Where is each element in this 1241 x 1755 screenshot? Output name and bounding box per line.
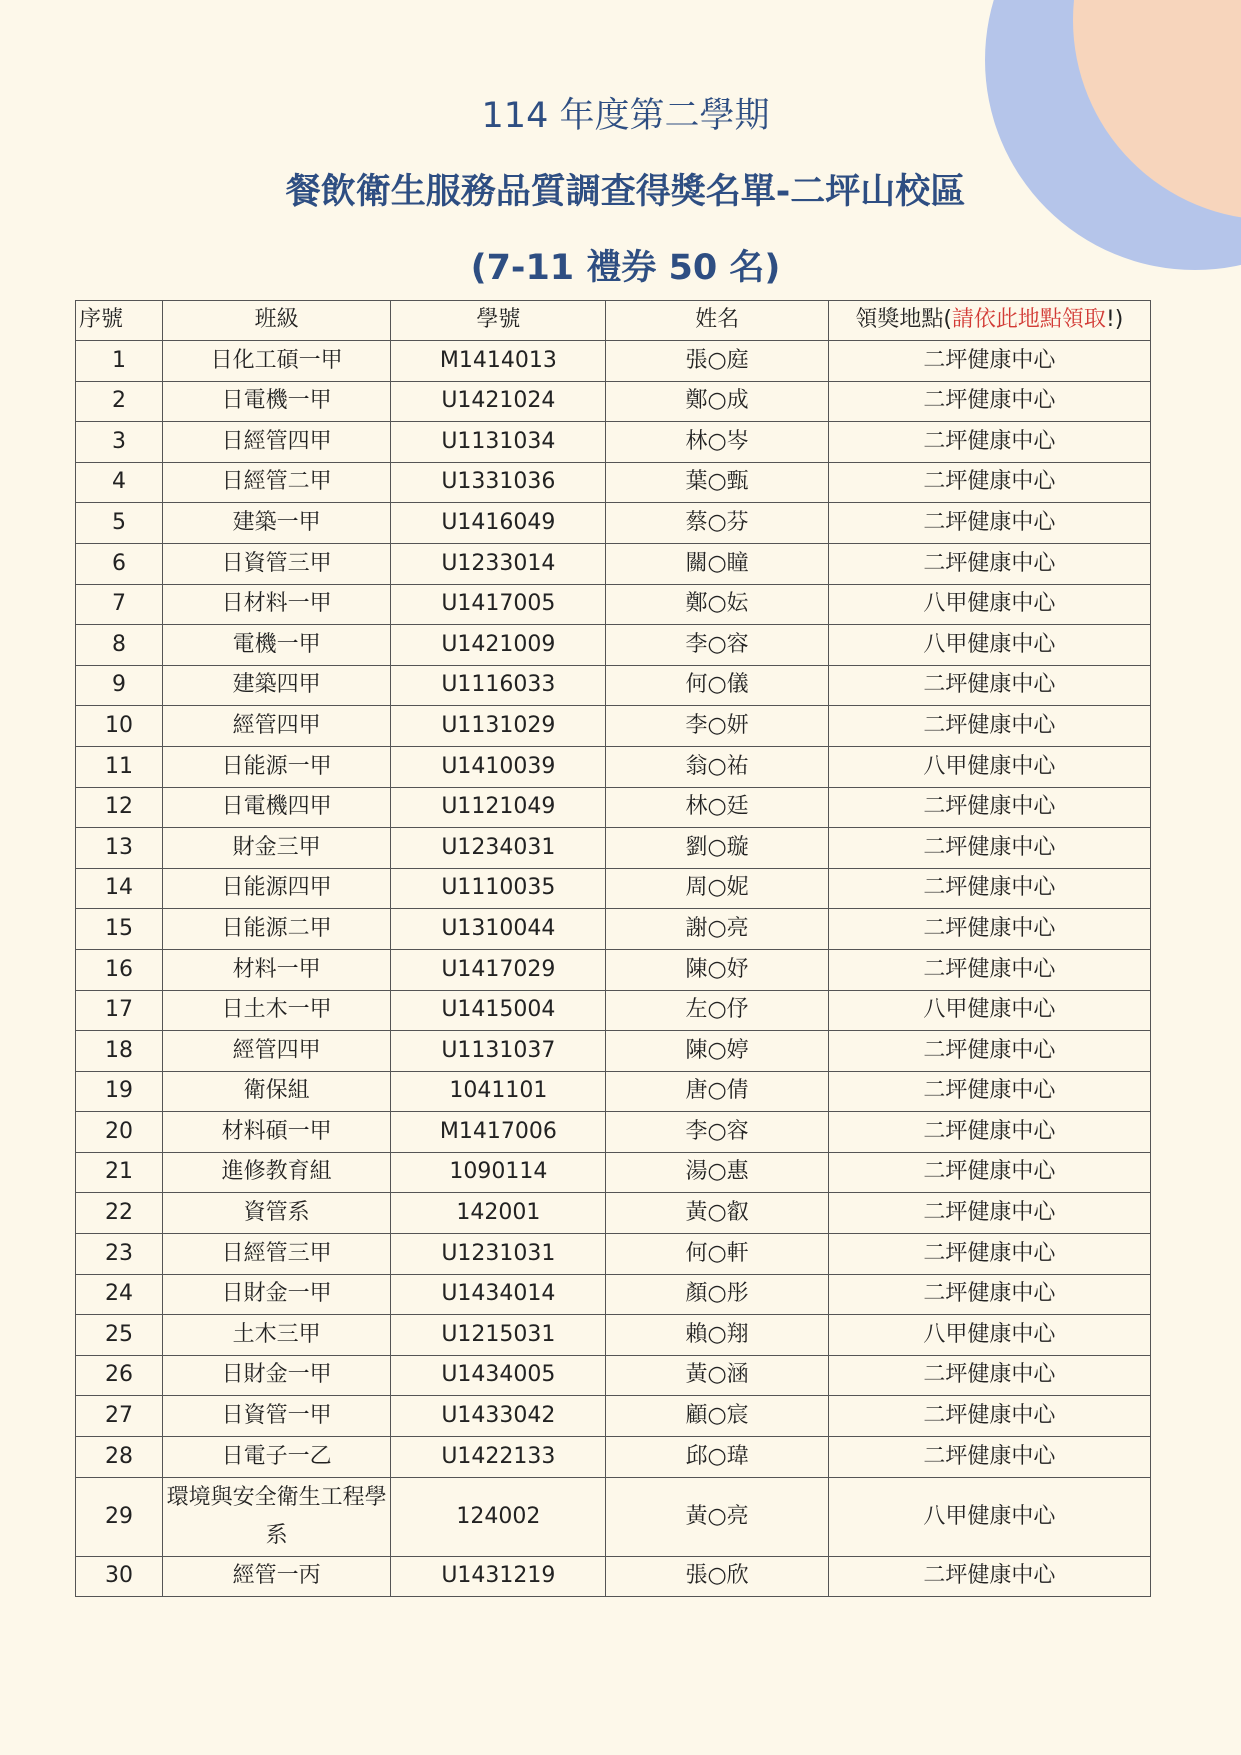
- cell-name: 張○庭: [606, 341, 828, 382]
- cell-location: 二坪健康中心: [828, 381, 1150, 422]
- table-row: [76, 1274, 1151, 1315]
- cell-class: 資管系: [163, 1193, 391, 1234]
- cell-location: 二坪健康中心: [828, 1152, 1150, 1193]
- cell-class: 材料一甲: [163, 949, 391, 990]
- table-row: [76, 1437, 1151, 1478]
- table-row: [76, 1315, 1151, 1356]
- cell-student-id: M1414013: [391, 341, 606, 382]
- table-row: [76, 1234, 1151, 1275]
- cell-name: 湯○惠: [606, 1152, 828, 1193]
- table-row: [76, 1031, 1151, 1072]
- cell-name: 蔡○芬: [606, 503, 828, 544]
- table-row: [76, 584, 1151, 625]
- cell-no: 2: [76, 381, 163, 422]
- cell-no: 18: [76, 1031, 163, 1072]
- table-body: [76, 341, 1151, 1597]
- table-row: [76, 462, 1151, 503]
- cell-class: 日土木一甲: [163, 990, 391, 1031]
- cell-class: 衛保組: [163, 1071, 391, 1112]
- cell-class: 日能源一甲: [163, 746, 391, 787]
- cell-student-id: 1090114: [391, 1152, 606, 1193]
- table-header-row: [76, 301, 1151, 341]
- table-row: [76, 1193, 1151, 1234]
- cell-name: 葉○甄: [606, 462, 828, 503]
- cell-student-id: U1310044: [391, 909, 606, 950]
- cell-student-id: U1421024: [391, 381, 606, 422]
- cell-location: 二坪健康中心: [828, 462, 1150, 503]
- cell-class: 日資管三甲: [163, 543, 391, 584]
- cell-student-id: 124002: [391, 1477, 606, 1556]
- cell-name: 李○妍: [606, 706, 828, 747]
- cell-student-id: U1131029: [391, 706, 606, 747]
- cell-class: 日能源四甲: [163, 868, 391, 909]
- table-row: [76, 868, 1151, 909]
- title-main: 餐飲衛生服務品質調查得獎名單-二坪山校區: [285, 172, 966, 212]
- cell-name: 林○廷: [606, 787, 828, 828]
- cell-class: 電機一甲: [163, 625, 391, 666]
- cell-location: 二坪健康中心: [828, 341, 1150, 382]
- cell-student-id: U1215031: [391, 1315, 606, 1356]
- cell-no: 15: [76, 909, 163, 950]
- cell-no: 20: [76, 1112, 163, 1153]
- table-row: [76, 949, 1151, 990]
- cell-student-id: U1233014: [391, 543, 606, 584]
- table-row: [76, 422, 1151, 463]
- cell-student-id: 142001: [391, 1193, 606, 1234]
- cell-location: 二坪健康中心: [828, 909, 1150, 950]
- cell-location: 八甲健康中心: [828, 1477, 1150, 1556]
- cell-no: 13: [76, 828, 163, 869]
- cell-student-id: U1417005: [391, 584, 606, 625]
- cell-class: 日電子一乙: [163, 1437, 391, 1478]
- cell-no: 10: [76, 706, 163, 747]
- cell-no: 5: [76, 503, 163, 544]
- cell-location: 八甲健康中心: [828, 625, 1150, 666]
- header-location-prefix: 領獎地點(: [855, 307, 952, 333]
- header-no: 序號: [76, 301, 163, 341]
- table-row: [76, 503, 1151, 544]
- cell-name: 鄭○成: [606, 381, 828, 422]
- cell-class: 日化工碩一甲: [163, 341, 391, 382]
- cell-student-id: U1234031: [391, 828, 606, 869]
- cell-student-id: U1431219: [391, 1556, 606, 1597]
- cell-class: 建築四甲: [163, 665, 391, 706]
- cell-class: 日經管三甲: [163, 1234, 391, 1275]
- cell-no: 1: [76, 341, 163, 382]
- cell-name: 李○容: [606, 625, 828, 666]
- cell-class: 經管四甲: [163, 706, 391, 747]
- cell-name: 唐○倩: [606, 1071, 828, 1112]
- cell-no: 25: [76, 1315, 163, 1356]
- cell-name: 何○儀: [606, 665, 828, 706]
- cell-location: 八甲健康中心: [828, 990, 1150, 1031]
- cell-name: 張○欣: [606, 1556, 828, 1597]
- cell-student-id: M1417006: [391, 1112, 606, 1153]
- cell-location: 二坪健康中心: [828, 949, 1150, 990]
- cell-no: 27: [76, 1396, 163, 1437]
- cell-class: 土木三甲: [163, 1315, 391, 1356]
- cell-class: 日經管四甲: [163, 422, 391, 463]
- cell-location: 二坪健康中心: [828, 1396, 1150, 1437]
- cell-name: 顧○宸: [606, 1396, 828, 1437]
- cell-student-id: U1422133: [391, 1437, 606, 1478]
- cell-location: 二坪健康中心: [828, 1355, 1150, 1396]
- header-name: 姓名: [606, 301, 828, 341]
- cell-student-id: U1434014: [391, 1274, 606, 1315]
- cell-no: 23: [76, 1234, 163, 1275]
- cell-location: 八甲健康中心: [828, 746, 1150, 787]
- cell-class: 環境與安全衛生工程學系: [163, 1477, 391, 1556]
- cell-class: 日能源二甲: [163, 909, 391, 950]
- cell-no: 22: [76, 1193, 163, 1234]
- table-row: [76, 746, 1151, 787]
- cell-class: 材料碩一甲: [163, 1112, 391, 1153]
- header-location-suffix: !): [1105, 307, 1124, 333]
- winners-table: [75, 300, 1151, 1597]
- table-row: [76, 543, 1151, 584]
- cell-name: 顏○彤: [606, 1274, 828, 1315]
- cell-student-id: U1415004: [391, 990, 606, 1031]
- table-row: [76, 1477, 1151, 1556]
- cell-name: 左○伃: [606, 990, 828, 1031]
- cell-name: 陳○妤: [606, 949, 828, 990]
- cell-no: 16: [76, 949, 163, 990]
- cell-no: 11: [76, 746, 163, 787]
- cell-class: 日電機四甲: [163, 787, 391, 828]
- cell-class: 建築一甲: [163, 503, 391, 544]
- cell-no: 30: [76, 1556, 163, 1597]
- cell-location: 二坪健康中心: [828, 1234, 1150, 1275]
- cell-student-id: U1410039: [391, 746, 606, 787]
- table-row: [76, 1396, 1151, 1437]
- table-row: [76, 381, 1151, 422]
- cell-no: 24: [76, 1274, 163, 1315]
- cell-student-id: U1416049: [391, 503, 606, 544]
- cell-location: 二坪健康中心: [828, 1437, 1150, 1478]
- table-row: [76, 1556, 1151, 1597]
- cell-class: 日資管一甲: [163, 1396, 391, 1437]
- cell-no: 17: [76, 990, 163, 1031]
- cell-student-id: 1041101: [391, 1071, 606, 1112]
- cell-name: 黃○亮: [606, 1477, 828, 1556]
- table-row: [76, 909, 1151, 950]
- cell-no: 29: [76, 1477, 163, 1556]
- table-row: [76, 787, 1151, 828]
- header-location: [828, 301, 1150, 341]
- table-row: [76, 1071, 1151, 1112]
- cell-no: 28: [76, 1437, 163, 1478]
- header-class: 班級: [163, 301, 391, 341]
- table-row: [76, 990, 1151, 1031]
- table-row: [76, 828, 1151, 869]
- cell-class: 進修教育組: [163, 1152, 391, 1193]
- cell-name: 鄭○妘: [606, 584, 828, 625]
- cell-no: 9: [76, 665, 163, 706]
- cell-no: 12: [76, 787, 163, 828]
- cell-student-id: U1417029: [391, 949, 606, 990]
- cell-location: 二坪健康中心: [828, 503, 1150, 544]
- cell-student-id: U1434005: [391, 1355, 606, 1396]
- cell-name: 何○軒: [606, 1234, 828, 1275]
- cell-name: 謝○亮: [606, 909, 828, 950]
- cell-student-id: U1231031: [391, 1234, 606, 1275]
- cell-location: 二坪健康中心: [828, 787, 1150, 828]
- table-row: [76, 1152, 1151, 1193]
- cell-student-id: U1331036: [391, 462, 606, 503]
- cell-location: 二坪健康中心: [828, 868, 1150, 909]
- cell-name: 李○容: [606, 1112, 828, 1153]
- cell-no: 26: [76, 1355, 163, 1396]
- cell-class: 財金三甲: [163, 828, 391, 869]
- cell-class: 日財金一甲: [163, 1274, 391, 1315]
- cell-location: 二坪健康中心: [828, 706, 1150, 747]
- cell-name: 陳○婷: [606, 1031, 828, 1072]
- cell-class: 經管一丙: [163, 1556, 391, 1597]
- table-row: [76, 625, 1151, 666]
- cell-location: 二坪健康中心: [828, 422, 1150, 463]
- cell-location: 二坪健康中心: [828, 543, 1150, 584]
- cell-student-id: U1421009: [391, 625, 606, 666]
- cell-class: 日電機一甲: [163, 381, 391, 422]
- cell-name: 邱○瑋: [606, 1437, 828, 1478]
- title-semester: 114 年度第二學期: [481, 96, 770, 136]
- cell-no: 7: [76, 584, 163, 625]
- cell-no: 14: [76, 868, 163, 909]
- cell-location: 八甲健康中心: [828, 1315, 1150, 1356]
- cell-student-id: U1121049: [391, 787, 606, 828]
- table-row: [76, 1355, 1151, 1396]
- cell-name: 黃○涵: [606, 1355, 828, 1396]
- cell-location: 二坪健康中心: [828, 828, 1150, 869]
- cell-name: 周○妮: [606, 868, 828, 909]
- cell-location: 二坪健康中心: [828, 1193, 1150, 1234]
- cell-no: 6: [76, 543, 163, 584]
- cell-no: 4: [76, 462, 163, 503]
- cell-student-id: U1433042: [391, 1396, 606, 1437]
- cell-location: 二坪健康中心: [828, 1274, 1150, 1315]
- cell-class: 日財金一甲: [163, 1355, 391, 1396]
- cell-no: 19: [76, 1071, 163, 1112]
- table-row: [76, 1112, 1151, 1153]
- cell-location: 二坪健康中心: [828, 1071, 1150, 1112]
- table-row: [76, 665, 1151, 706]
- cell-name: 劉○璇: [606, 828, 828, 869]
- cell-name: 賴○翔: [606, 1315, 828, 1356]
- header-student-id: 學號: [391, 301, 606, 341]
- table-row: [76, 706, 1151, 747]
- cell-location: 二坪健康中心: [828, 1112, 1150, 1153]
- cell-class: 日經管二甲: [163, 462, 391, 503]
- header-location-note: 請依此地點領取: [951, 307, 1106, 333]
- cell-student-id: U1131037: [391, 1031, 606, 1072]
- table-row: [76, 341, 1151, 382]
- cell-location: 二坪健康中心: [828, 1556, 1150, 1597]
- cell-location: 二坪健康中心: [828, 1031, 1150, 1072]
- cell-name: 關○瞳: [606, 543, 828, 584]
- cell-location: 八甲健康中心: [828, 584, 1150, 625]
- cell-class: 經管四甲: [163, 1031, 391, 1072]
- cell-name: 翁○祐: [606, 746, 828, 787]
- cell-no: 21: [76, 1152, 163, 1193]
- cell-class: 日材料一甲: [163, 584, 391, 625]
- cell-student-id: U1116033: [391, 665, 606, 706]
- cell-student-id: U1131034: [391, 422, 606, 463]
- cell-no: 3: [76, 422, 163, 463]
- cell-student-id: U1110035: [391, 868, 606, 909]
- cell-location: 二坪健康中心: [828, 665, 1150, 706]
- cell-name: 黃○叡: [606, 1193, 828, 1234]
- cell-no: 8: [76, 625, 163, 666]
- cell-name: 林○岑: [606, 422, 828, 463]
- title-prize: (7-11 禮券 50 名): [470, 248, 781, 288]
